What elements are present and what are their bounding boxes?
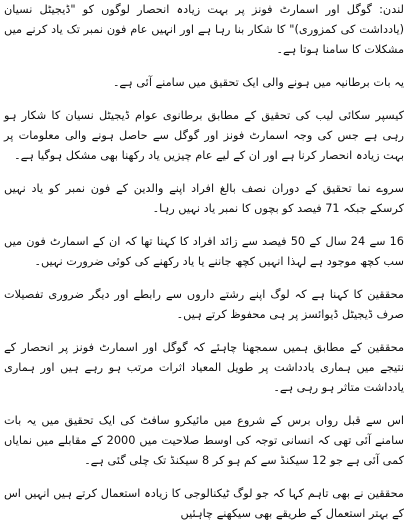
article-paragraph-8: اس سے قبل رواں برس کے شروع میں مائیکرو سافٹ کی ایک تحقیق میں یہ بات سامنے آئی تھی کہ انسانی توجہ کی اوسط صلاحیت میں 2000 کے مقابلے میں نمایاں کمی آئی ہے جو 12 سیکنڈ سے کم ہو کر 8 سیکنڈ تک چلی گئی ہے۔	[4, 414, 404, 467]
article-paragraph-5: 16 سے 24 سال کے 50 فیصد سے زائد افراد کا کہنا تھا کہ ان کے اسمارٹ فون میں سب کچھ موجود ہے لہذا انہیں کچھ جاننے یا یاد رکھنے کی کوئی ضرورت نہیں۔	[4, 235, 404, 268]
paragraph-gap	[4, 166, 404, 179]
article-paragraph-4: سروے نما تحقیق کے دوران نصف بالغ افراد اپنے والدین کے فون نمبر کو یاد نہیں کرسکے جبکہ 71 فیصد کو بچوں کا نمبر یاد نہیں رہا۔	[4, 182, 404, 215]
paragraph-gap	[4, 325, 404, 338]
article-paragraph-6: محققین کا کہنا ہے کہ لوگ اپنے رشتے داروں سے رابطے اور دیگر ضروری تفصیلات صرف ڈیجیٹل ڈیوائسز پر ہی محفوظ کرتے ہیں۔	[4, 288, 404, 321]
paragraph-gap	[4, 60, 404, 73]
paragraph-gap	[4, 398, 404, 411]
paragraph-gap	[4, 219, 404, 232]
article-paragraph-7: محققین کے مطابق ہمیں سمجھنا چاہئے کہ گوگل اور اسمارٹ فونز پر انحصار کے نتیجے میں ہماری یادداشت پر طویل المعیاد اثرات مرتب ہو رہے ہیں اور ہماری یادداشت متاثر ہو رہی ہے۔	[4, 341, 404, 394]
article-paragraph-3: کیسپر سکائی لیب کی تحقیق کے مطابق برطانوی عوام ڈیجیٹل نسیان کا شکار ہو رہی ہے جس کی وجہ اسمارٹ فونز اور گوگل سے حاصل ہونے والی معلومات پر بہت زیادہ انحصار کرنا ہے اور ان کے لیے عام چیزیں یاد رکھنا بھی مشکل ہوگیا ہے۔	[4, 109, 404, 162]
paragraph-gap	[4, 93, 404, 106]
paragraph-gap	[4, 272, 404, 285]
paragraph-gap	[4, 471, 404, 484]
article-paragraph-1: لندن: گوگل اور اسمارٹ فونز پر بہت زیادہ انحصار لوگوں کو "ڈیجیٹل نسیان (یادداشت کی کمزوری)" کا شکار بنا رہا ہے اور انہیں عام فون نمبر تک یاد کرنے میں مشکلات کا سامنا ہوتا ہے۔	[4, 3, 404, 56]
article-paragraph-2: یہ بات برطانیہ میں ہونے والی ایک تحقیق میں سامنے آئی ہے۔	[112, 76, 404, 89]
article-cut-off-line: محققین نے بھی تاہم کہا کہ جو لوگ ٹیکنالوجی کا زیادہ استعمال کرتے ہیں انہیں اس کے بہتر استعمال کے طریقے بھی سیکھنے چاہئیں	[4, 487, 404, 520]
